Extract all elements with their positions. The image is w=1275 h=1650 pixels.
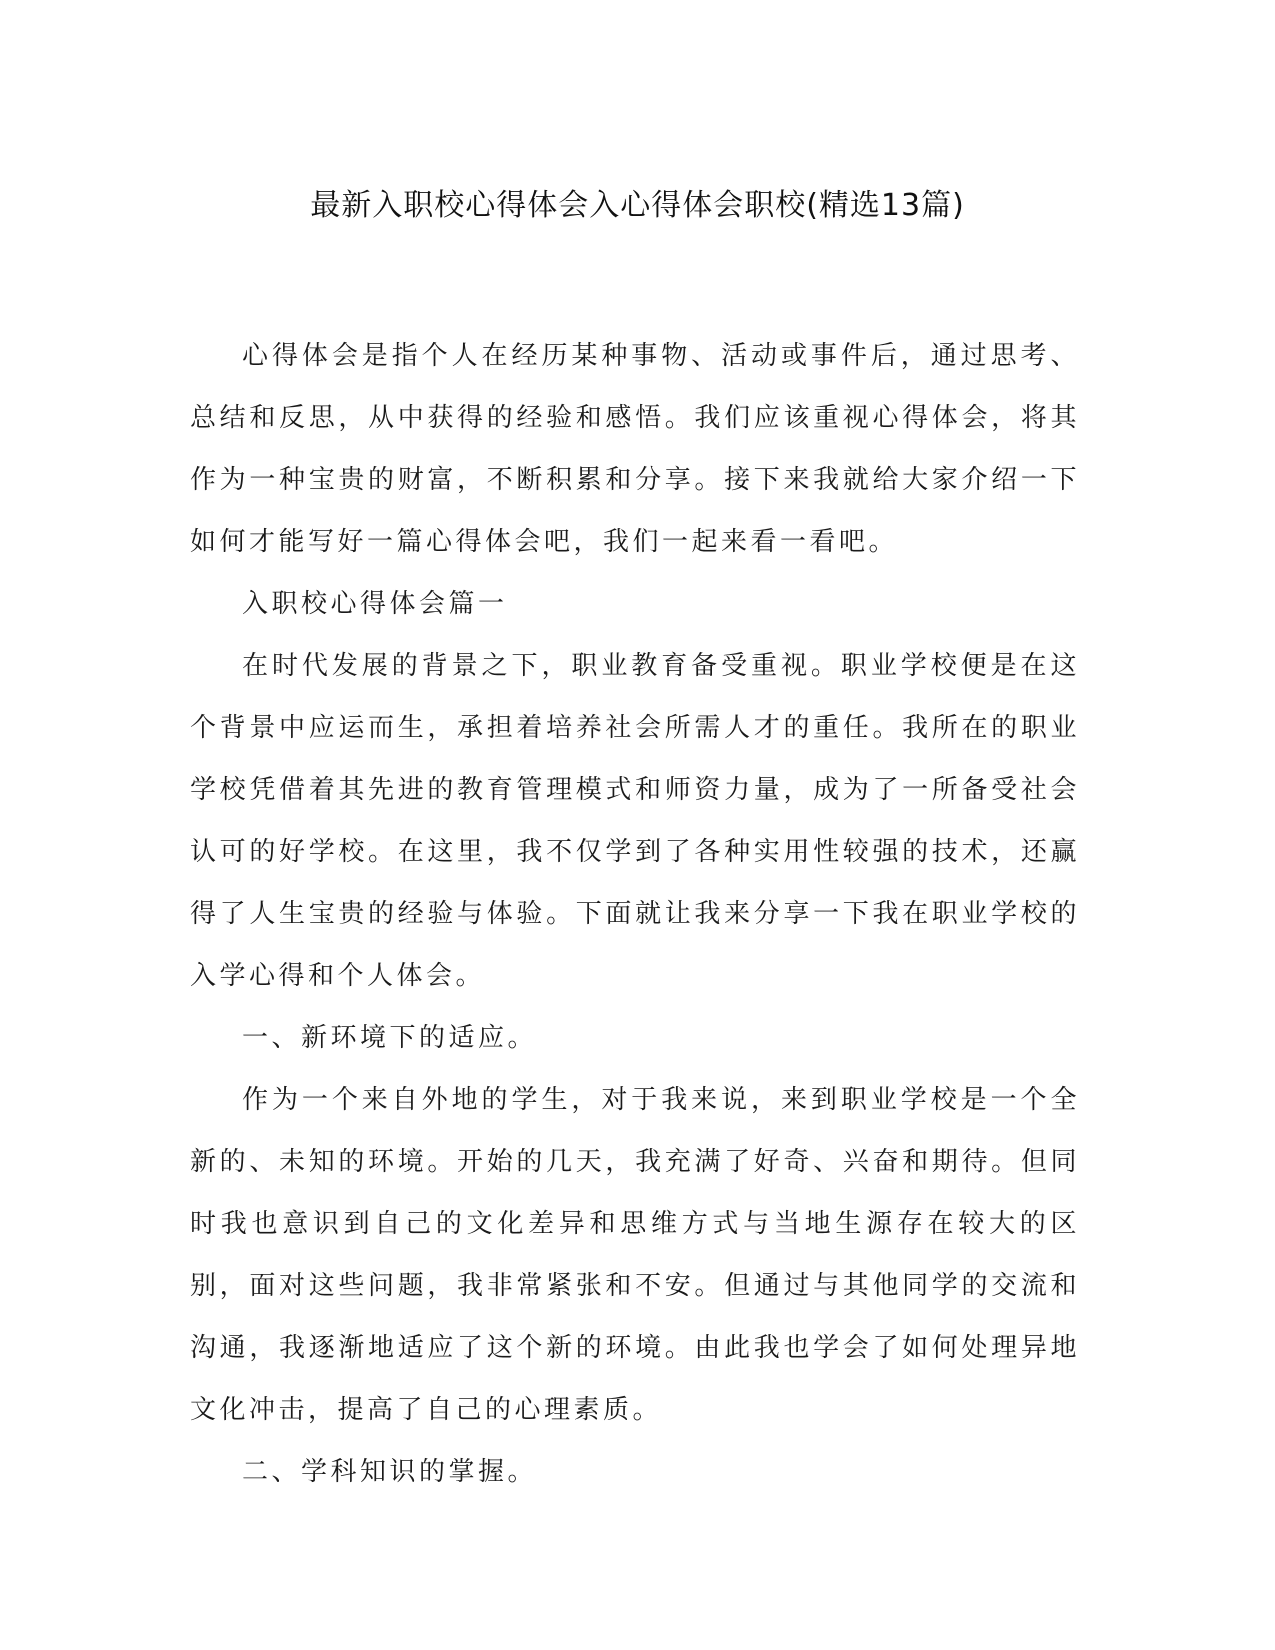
document-title: 最新入职校心得体会入心得体会职校(精选13篇) (310, 188, 965, 223)
subsection-heading: 一、新环境下的适应。 (242, 1023, 538, 1053)
section-heading: 入职校心得体会篇一 (242, 589, 508, 619)
subsection-heading: 二、学科知识的掌握。 (242, 1457, 538, 1487)
intro-paragraph: 心得体会是指个人在经历某种事物、活动或事件后，通过思考、总结和反思，从中获得的经验和感悟。我们应该重视心得体会，将其作为一种宝贵的财富，不断积累和分享。接下来我就给大家介绍一下如何才能写好一篇心得体会吧，我们一起来看一看吧。 (190, 341, 1080, 557)
body-paragraph: 作为一个来自外地的学生，对于我来说，来到职业学校是一个全新的、未知的环境。开始的几天，我充满了好奇、兴奋和期待。但同时我也意识到自己的文化差异和思维方式与当地生源存在较大的区别，面对这些问题，我非常紧张和不安。但通过与其他同学的交流和沟通，我逐渐地适应了这个新的环境。由此我也学会了如何处理异地文化冲击，提高了自己的心理素质。 (190, 1085, 1080, 1425)
document-body (190, 325, 1080, 1503)
body-paragraph: 在时代发展的背景之下，职业教育备受重视。职业学校便是在这个背景中应运而生，承担着培养社会所需人才的重任。我所在的职业学校凭借着其先进的教育管理模式和师资力量，成为了一所备受社会认可的好学校。在这里，我不仅学到了各种实用性较强的技术，还赢得了人生宝贵的经验与体验。下面就让我来分享一下我在职业学校的入学心得和个人体会。 (190, 651, 1080, 991)
